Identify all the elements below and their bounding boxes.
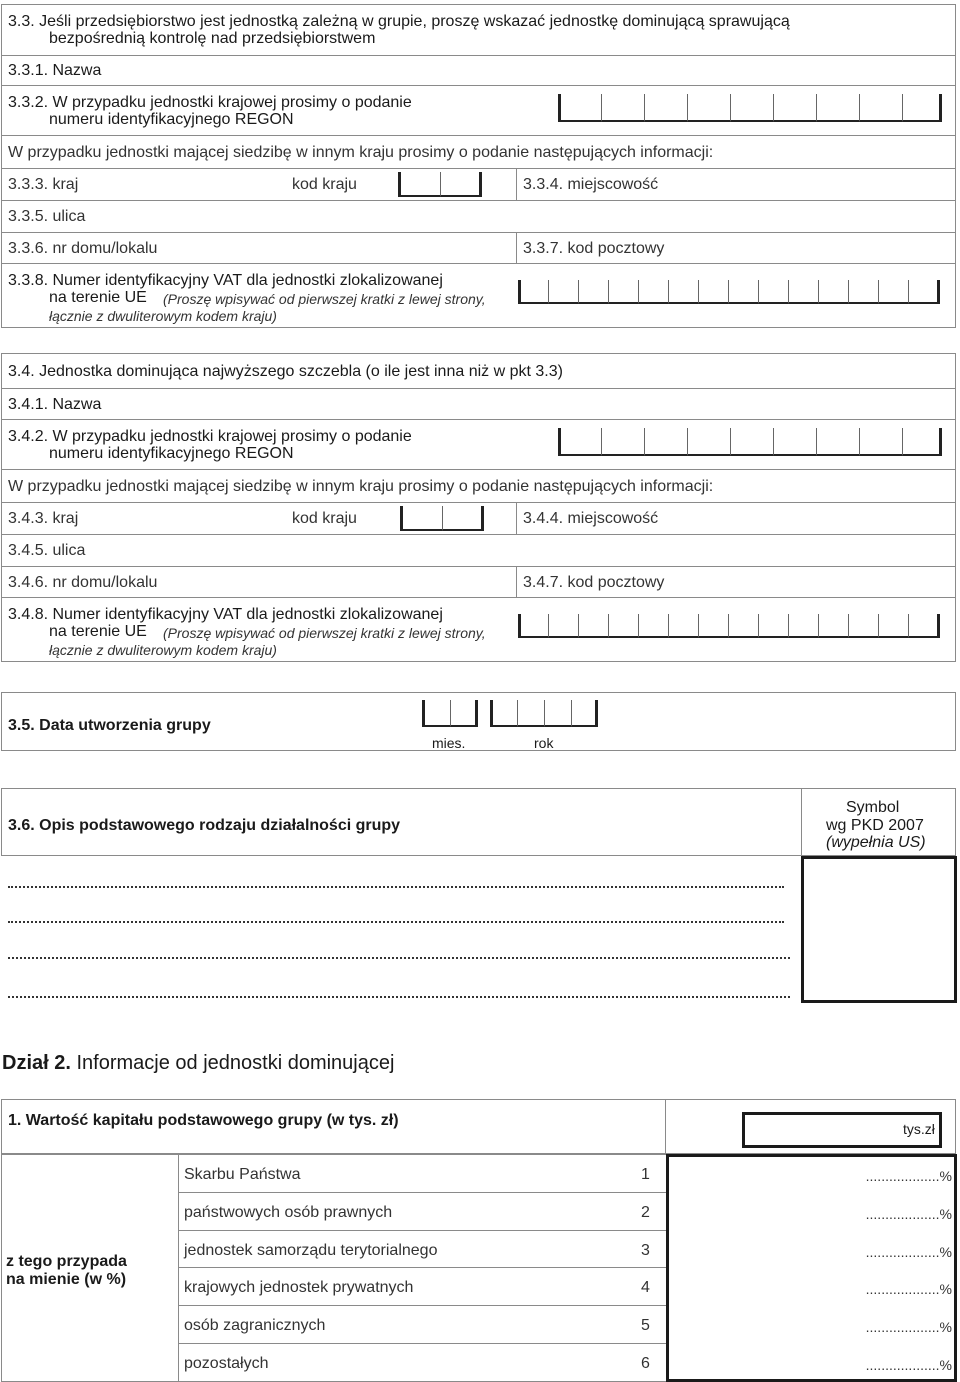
activity-line-1[interactable] — [8, 872, 784, 888]
share-row-value[interactable]: ...................% — [865, 1205, 952, 1222]
share-label-2: na mienie (w %) — [6, 1271, 127, 1288]
share-row-divider — [178, 1343, 666, 1344]
nr-domu-label-3-4: 3.4.6. nr domu/lokalu — [8, 574, 158, 591]
vat-label-ue: na terenie UE — [49, 289, 147, 306]
pkd-symbol-input[interactable] — [801, 856, 957, 1003]
kod-kraju-label-3-4: kod kraju — [292, 510, 357, 527]
regon-label-cont: numeru identyfikacyjnego REGON — [49, 111, 294, 128]
section-3-4-title: 3.4. Jednostka dominująca najwyższego szczebla (o ile jest inna niż w pkt 3.3) — [8, 363, 563, 380]
pkd-symbol-label-3: (wypełnia US) — [826, 834, 926, 851]
share-row-name: krajowych jednostek prywatnych — [184, 1279, 414, 1297]
pkd-symbol-label-2: wg PKD 2007 — [826, 817, 924, 834]
kraj-label: 3.3.3. kraj — [8, 176, 79, 193]
section-3-3-title: 3.3. Jeśli przedsiębiorstwo jest jednostką zależną w grupie, proszę wskazać jednostkę dominującą sprawującą — [8, 13, 790, 30]
vat-input-boxes[interactable] — [518, 280, 940, 304]
activity-line-4[interactable] — [8, 982, 790, 998]
ulica-label: 3.3.5. ulica — [8, 208, 86, 225]
share-row-divider — [178, 1267, 666, 1268]
share-row-divider — [178, 1230, 666, 1231]
share-values-box — [666, 1154, 957, 1382]
kod-kraju-input-boxes[interactable] — [398, 172, 482, 197]
regon-input-boxes[interactable] — [558, 94, 942, 122]
vat-hint-3-4-cont: łącznie z dwuliterowym kodem kraju) — [49, 642, 277, 658]
miejscowosc-label-3-4: 3.4.4. miejscowość — [523, 510, 659, 527]
regon-label-3-4: 3.4.2. W przypadku jednostki krajowej prosimy o podanie — [8, 428, 412, 445]
kod-kraju-input-boxes-3-4[interactable] — [400, 506, 484, 531]
capital-question-title: 1. Wartość kapitału podstawowego grupy (w tys. zł) — [8, 1112, 399, 1129]
section-3-3-title-cont: bezpośrednią kontrolę nad przedsiębiorstwem — [49, 30, 376, 47]
vat-label-ue-3-4: na terenie UE — [49, 623, 147, 640]
share-row-number: 3 — [641, 1241, 650, 1259]
pkd-symbol-label: Symbol — [846, 799, 900, 816]
foreign-info-label-3-4: W przypadku jednostki mającej siedzibę w innym kraju prosimy o podanie następujących informacji: — [8, 478, 714, 495]
share-row-number: 1 — [641, 1166, 650, 1183]
share-row-divider — [178, 1192, 666, 1193]
vat-hint: (Proszę wpisywać od pierwszej kratki z lewej strony, — [163, 291, 486, 307]
nr-domu-label: 3.3.6. nr domu/lokalu — [8, 240, 158, 257]
share-row-number: 4 — [641, 1279, 650, 1297]
share-row-number: 2 — [641, 1203, 650, 1221]
capital-unit: tys.zł — [903, 1121, 935, 1137]
regon-input-boxes-3-4[interactable] — [558, 428, 942, 456]
share-row-value[interactable]: ...................% — [865, 1168, 952, 1184]
share-label: z tego przypada — [6, 1253, 127, 1270]
activity-line-2[interactable] — [8, 907, 784, 923]
share-row-divider — [178, 1305, 666, 1306]
share-row-name: osób zagranicznych — [184, 1317, 326, 1335]
foreign-info-label: W przypadku jednostki mającej siedzibę w innym kraju prosimy o podanie następujących informacji: — [8, 144, 714, 161]
vat-hint-3-4: (Proszę wpisywać od pierwszej kratki z lewej strony, — [163, 625, 486, 641]
vat-label-3-4: 3.4.8. Numer identyfikacyjny VAT dla jednostki zlokalizowanej — [8, 606, 443, 623]
dzial-2-heading — [2, 1051, 394, 1075]
miejscowosc-label: 3.3.4. miejscowość — [523, 176, 659, 193]
share-row-number: 6 — [641, 1355, 650, 1372]
share-row-number: 5 — [641, 1317, 650, 1335]
kraj-label-3-4: 3.4.3. kraj — [8, 510, 79, 527]
dzial-2-prefix: Dział 2. — [2, 1052, 71, 1074]
vat-hint-cont: łącznie z dwuliterowym kodem kraju) — [49, 308, 277, 324]
month-input-boxes[interactable] — [422, 700, 478, 727]
share-row-value[interactable]: ...................% — [865, 1281, 952, 1298]
activity-line-3[interactable] — [8, 943, 790, 959]
kod-pocztowy-label: 3.3.7. kod pocztowy — [523, 240, 665, 257]
vat-input-boxes-3-4[interactable] — [518, 614, 940, 638]
share-row-value[interactable]: ...................% — [865, 1243, 952, 1260]
year-label: rok — [534, 735, 554, 751]
kod-kraju-label: kod kraju — [292, 176, 357, 193]
share-row-name: jednostek samorządu terytorialnego — [184, 1241, 438, 1259]
vat-label: 3.3.8. Numer identyfikacyjny VAT dla jednostki zlokalizowanej — [8, 272, 443, 289]
regon-label: 3.3.2. W przypadku jednostki krajowej prosimy o podanie — [8, 94, 412, 111]
section-3-6-title: 3.6. Opis podstawowego rodzaju działalności grupy — [8, 817, 401, 834]
share-row-value[interactable]: ...................% — [865, 1319, 952, 1336]
month-label: mies. — [432, 735, 466, 751]
kod-pocztowy-label-3-4: 3.4.7. kod pocztowy — [523, 574, 665, 591]
dzial-2-title: Informacje od jednostki dominującej — [70, 1052, 395, 1074]
ulica-label-3-4: 3.4.5. ulica — [8, 542, 86, 559]
nazwa-label: 3.3.1. Nazwa — [8, 62, 102, 79]
regon-label-3-4-cont: numeru identyfikacyjnego REGON — [49, 445, 294, 462]
nazwa-label-3-4: 3.4.1. Nazwa — [8, 396, 102, 413]
share-row-value[interactable]: ...................% — [865, 1357, 952, 1373]
share-row-name: państwowych osób prawnych — [184, 1203, 393, 1221]
year-input-boxes[interactable] — [490, 700, 598, 727]
section-3-5-title: 3.5. Data utworzenia grupy — [8, 717, 211, 734]
share-row-name: pozostałych — [184, 1355, 269, 1372]
share-row-name: Skarbu Państwa — [184, 1166, 301, 1183]
